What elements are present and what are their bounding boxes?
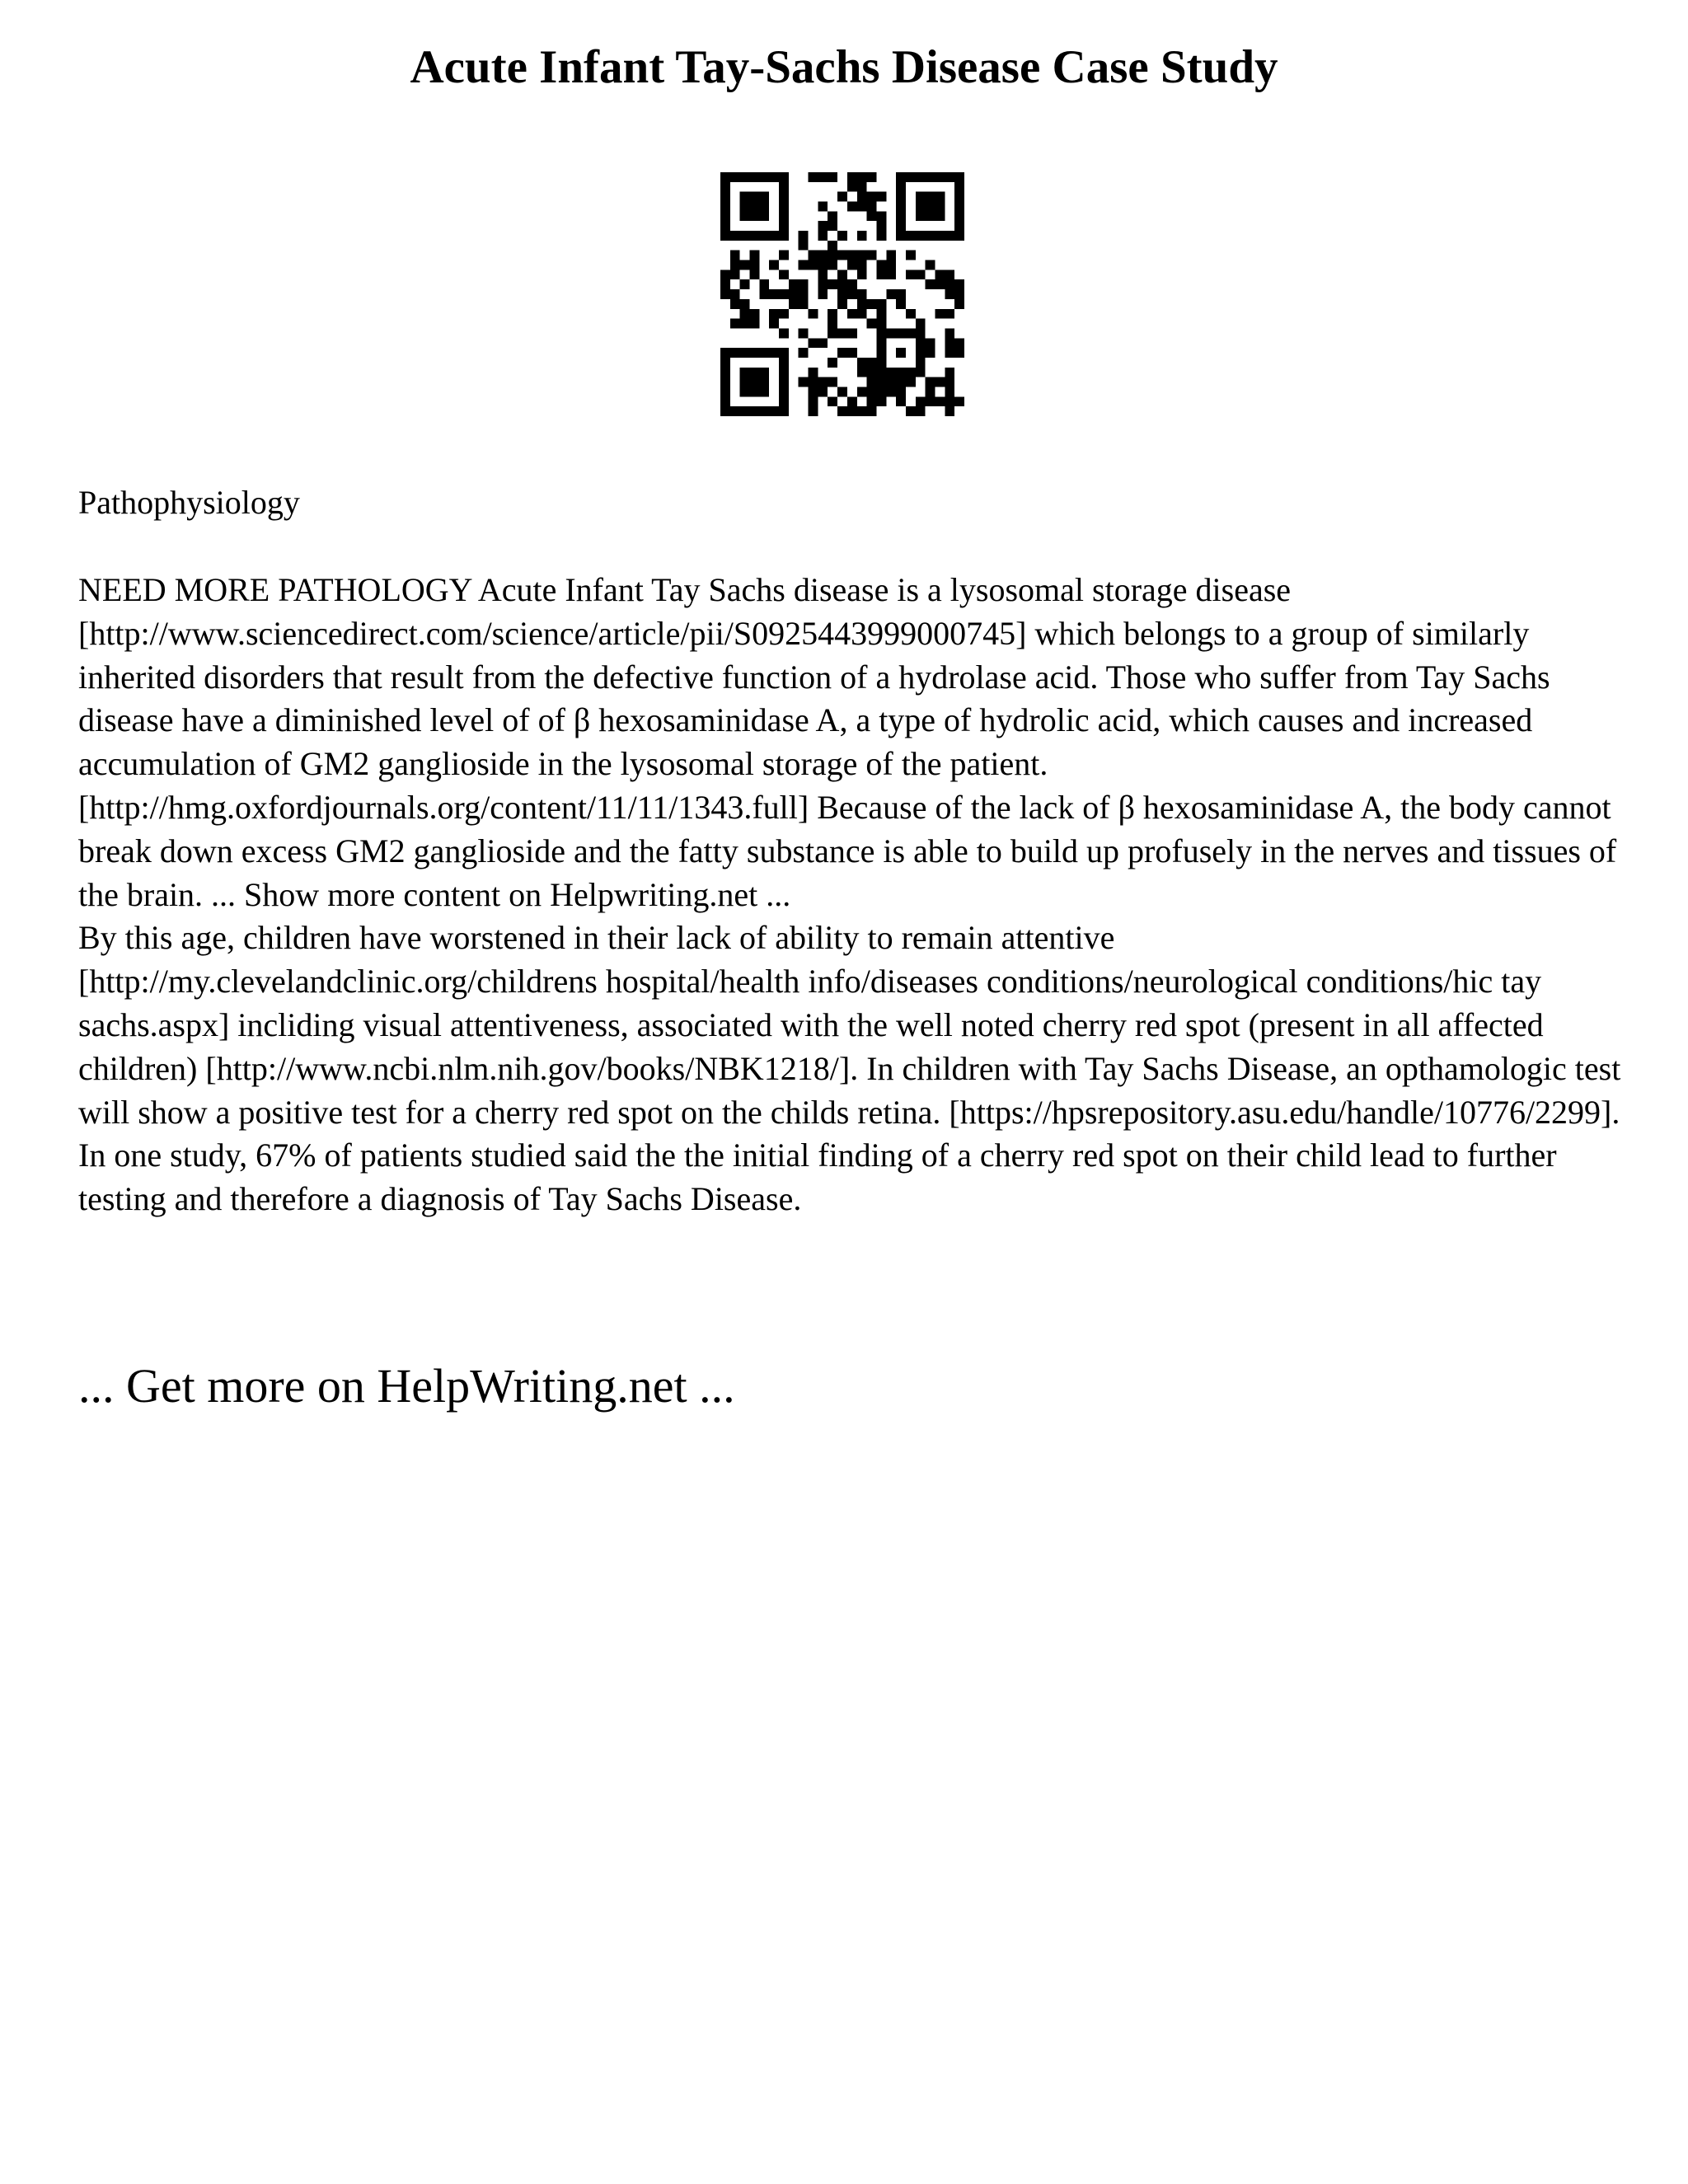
paragraph-symptoms: By this age, children have worstened in their lack of ability to remain attentive [http://my.clevelandclinic.org/childrens hospital/health info/diseases conditions/neurological conditions/hic tay sachs.aspx] incliding visual attentiveness, associated with the well noted cherry red spot (present in all affected children) [http://www.ncbi.nlm.nih.gov/books/NBK1218/]. In children with Tay Sachs Disease, an opthamologic test will show a positive test for a cherry red spot on the childs retina. [https://hpsrepository.asu.edu/handle/10776/2299]. In one study, 67% of patients studied said the the initial finding of a cherry red spot on their child lead to further testing and therefore a diagnosis of Tay Sachs Disease. — [78, 919, 1621, 1218]
qr-module — [847, 406, 857, 416]
qr-module — [916, 269, 926, 279]
qr-module — [857, 387, 867, 396]
qr-module — [867, 192, 877, 202]
qr-module — [828, 396, 837, 406]
section-heading-pathophysiology: Pathophysiology — [78, 484, 300, 521]
qr-module — [759, 279, 769, 289]
qr-module — [779, 328, 789, 338]
qr-module — [809, 309, 818, 319]
qr-module — [886, 387, 896, 396]
qr-module — [886, 251, 896, 260]
qr-module — [867, 211, 877, 221]
qr-module — [847, 289, 857, 299]
qr-module — [809, 406, 818, 416]
qr-module — [818, 202, 828, 212]
qr-module — [847, 172, 857, 182]
qr-module — [769, 289, 779, 299]
qr-module — [876, 221, 886, 231]
qr-module — [867, 358, 877, 368]
qr-module — [789, 299, 799, 309]
qr-module — [857, 368, 867, 377]
qr-module — [945, 289, 954, 299]
qr-module — [926, 279, 935, 289]
qr-module — [867, 319, 877, 329]
qr-module — [720, 289, 730, 299]
qr-module — [730, 299, 740, 309]
qr-module — [876, 396, 886, 406]
qr-module — [837, 251, 847, 260]
qr-module — [906, 309, 916, 319]
qr-module — [828, 309, 837, 319]
qr-module — [779, 309, 789, 319]
qr-module — [926, 396, 935, 406]
qr-module — [828, 377, 837, 387]
qr-module — [896, 377, 906, 387]
qr-module — [954, 299, 964, 309]
qr-module — [750, 251, 760, 260]
qr-module — [759, 289, 769, 299]
qr-module — [837, 348, 847, 358]
qr-module — [954, 348, 964, 358]
qr-module — [847, 260, 857, 270]
qr-module — [945, 279, 954, 289]
qr-module — [730, 251, 740, 260]
qr-module — [926, 348, 935, 358]
qr-module — [945, 348, 954, 358]
qr-module — [857, 309, 867, 319]
qr-module — [886, 269, 896, 279]
qr-module — [847, 396, 857, 406]
qr-module — [828, 211, 837, 221]
qr-module — [857, 231, 867, 241]
qr-module — [789, 289, 799, 299]
qr-module — [906, 406, 916, 416]
qr-module — [818, 231, 828, 241]
qr-module — [799, 289, 809, 299]
qr-module — [876, 211, 886, 221]
qr-module — [837, 279, 847, 289]
qr-module — [837, 299, 847, 309]
qr-module — [818, 387, 828, 396]
qr-module — [818, 251, 828, 260]
qr-module — [954, 338, 964, 348]
qr-module — [867, 172, 877, 182]
qr-module — [837, 231, 847, 241]
qr-alignment-pattern — [896, 348, 906, 358]
qr-module — [779, 269, 789, 279]
qr-module — [857, 192, 867, 202]
qr-module — [876, 309, 886, 319]
qr-module — [954, 289, 964, 299]
qr-module — [740, 309, 750, 319]
qr-module — [809, 338, 818, 348]
qr-module — [867, 251, 877, 260]
qr-module — [799, 377, 809, 387]
qr-module — [857, 299, 867, 309]
qr-module — [828, 358, 837, 368]
qr-module — [828, 328, 837, 338]
qr-module — [730, 260, 740, 270]
qr-module — [857, 172, 867, 182]
qr-module — [847, 309, 857, 319]
qr-module — [769, 260, 779, 270]
qr-module — [876, 319, 886, 329]
qr-module — [818, 260, 828, 270]
qr-module — [945, 328, 954, 338]
qr-module — [740, 279, 750, 289]
qr-module — [818, 221, 828, 231]
document-title: Acute Infant Tay-Sachs Disease Case Study — [410, 41, 1278, 93]
qr-module — [926, 338, 935, 348]
qr-module — [818, 289, 828, 299]
qr-module — [799, 299, 809, 309]
qr-module — [886, 289, 896, 299]
qr-module — [906, 251, 916, 260]
qr-module — [750, 260, 760, 270]
qr-module — [857, 406, 867, 416]
qr-module — [809, 368, 818, 377]
qr-module — [867, 396, 877, 406]
qr-module — [809, 377, 818, 387]
qr-module — [828, 241, 837, 251]
qr-module — [847, 279, 857, 289]
qr-module — [954, 396, 964, 406]
qr-module — [945, 377, 954, 387]
qr-module — [945, 368, 954, 377]
qr-module — [896, 396, 906, 406]
qr-module — [779, 289, 789, 299]
qr-module — [926, 260, 935, 270]
qr-module — [945, 396, 954, 406]
qr-module — [857, 251, 867, 260]
qr-module — [847, 348, 857, 358]
qr-module — [906, 377, 916, 387]
qr-module — [876, 269, 886, 279]
qr-module — [720, 269, 730, 279]
qr-module — [935, 377, 945, 387]
qr-module — [837, 328, 847, 338]
qr-module — [867, 377, 877, 387]
qr-module — [857, 269, 867, 279]
qr-module — [769, 319, 779, 329]
qr-module — [837, 269, 847, 279]
qr-module — [886, 260, 896, 270]
qr-module — [867, 299, 877, 309]
qr-module — [954, 279, 964, 289]
qr-module — [896, 289, 906, 299]
qr-module — [867, 368, 877, 377]
qr-module — [818, 172, 828, 182]
qr-module — [926, 387, 935, 396]
qr-module — [809, 387, 818, 396]
qr-module — [799, 348, 809, 358]
qr-module — [740, 260, 750, 270]
qr-module — [818, 377, 828, 387]
qr-module — [935, 309, 945, 319]
qr-module — [837, 192, 847, 202]
qr-module — [857, 358, 867, 368]
qr-module — [828, 221, 837, 231]
qr-module — [935, 396, 945, 406]
qr-module — [876, 377, 886, 387]
qr-module — [935, 279, 945, 289]
qr-module — [886, 377, 896, 387]
qr-module — [799, 328, 809, 338]
qr-module — [926, 377, 935, 387]
qr-module — [818, 269, 828, 279]
qr-module — [730, 269, 740, 279]
qr-module — [837, 289, 847, 299]
qr-module — [945, 338, 954, 348]
paragraph-pathology: NEED MORE PATHOLOGY Acute Infant Tay Sachs disease is a lysosomal storage disease [http://www.sciencedirect.com/science/article/pii/S0925443999000745] which belongs to a group of similarly inherited disorders that result from the defective function of a hydrolase acid. Those who suffer from Tay Sachs disease have a diminished level of of β hexosaminidase A, a type of hydrolic acid, which causes and increased accumulation of GM2 ganglioside in the lysosomal storage of the patient. [http://hmg.oxfordjournals.org/content/11/11/1343.full] Because of the lack of β hexosaminidase A, the body cannot break down excess GM2 ganglioside and the fatty substance is able to build up profusely in the nerves and tissues of the brain. ... Show more content on Helpwriting.net ... — [78, 571, 1617, 913]
qr-module — [945, 406, 954, 416]
qr-module — [876, 387, 886, 396]
qr-module — [750, 319, 760, 329]
qr-module — [740, 319, 750, 329]
qr-module — [876, 192, 886, 202]
qr-module — [809, 260, 818, 270]
qr-module — [799, 279, 809, 289]
qr-module — [916, 396, 926, 406]
qr-module — [837, 387, 847, 396]
qr-module — [867, 387, 877, 396]
qr-module — [876, 299, 886, 309]
qr-module — [896, 299, 906, 309]
qr-module — [847, 328, 857, 338]
qr-module — [828, 319, 837, 329]
qr-module — [847, 182, 857, 192]
qr-module — [818, 338, 828, 348]
qr-module — [818, 279, 828, 289]
qr-module — [828, 251, 837, 260]
qr-module — [799, 241, 809, 251]
qr-module — [809, 396, 818, 406]
qr-module — [730, 289, 740, 299]
qr-code-graphic — [720, 172, 964, 416]
qr-module — [867, 406, 877, 416]
qr-module — [799, 231, 809, 241]
qr-module — [750, 309, 760, 319]
qr-module — [828, 279, 837, 289]
qr-module — [867, 202, 877, 212]
qr-module — [945, 269, 954, 279]
qr-module — [799, 260, 809, 270]
qr-module — [828, 260, 837, 270]
qr-module — [789, 279, 799, 289]
body-text — [78, 569, 1628, 1221]
qr-module — [837, 406, 847, 416]
qr-module — [740, 299, 750, 309]
qr-module — [779, 251, 789, 260]
qr-module — [945, 309, 954, 319]
qr-module — [769, 309, 779, 319]
qr-module — [847, 202, 857, 212]
qr-module — [876, 231, 886, 241]
qr-module — [916, 406, 926, 416]
qr-module — [857, 182, 867, 192]
qr-module — [857, 260, 867, 270]
get-more-link[interactable]: ... Get more on HelpWriting.net ... — [78, 1359, 735, 1413]
qr-module — [935, 269, 945, 279]
qr-module — [750, 269, 760, 279]
qr-module — [896, 387, 906, 396]
qr-module — [828, 172, 837, 182]
qr-module — [857, 202, 867, 212]
qr-module — [857, 289, 867, 299]
qr-code-icon — [720, 172, 964, 416]
qr-module — [906, 269, 916, 279]
qr-module — [876, 260, 886, 270]
qr-module — [809, 172, 818, 182]
qr-module — [916, 319, 926, 329]
qr-module — [720, 279, 730, 289]
qr-module — [945, 387, 954, 396]
qr-module — [730, 319, 740, 329]
qr-module — [847, 251, 857, 260]
qr-module — [809, 251, 818, 260]
